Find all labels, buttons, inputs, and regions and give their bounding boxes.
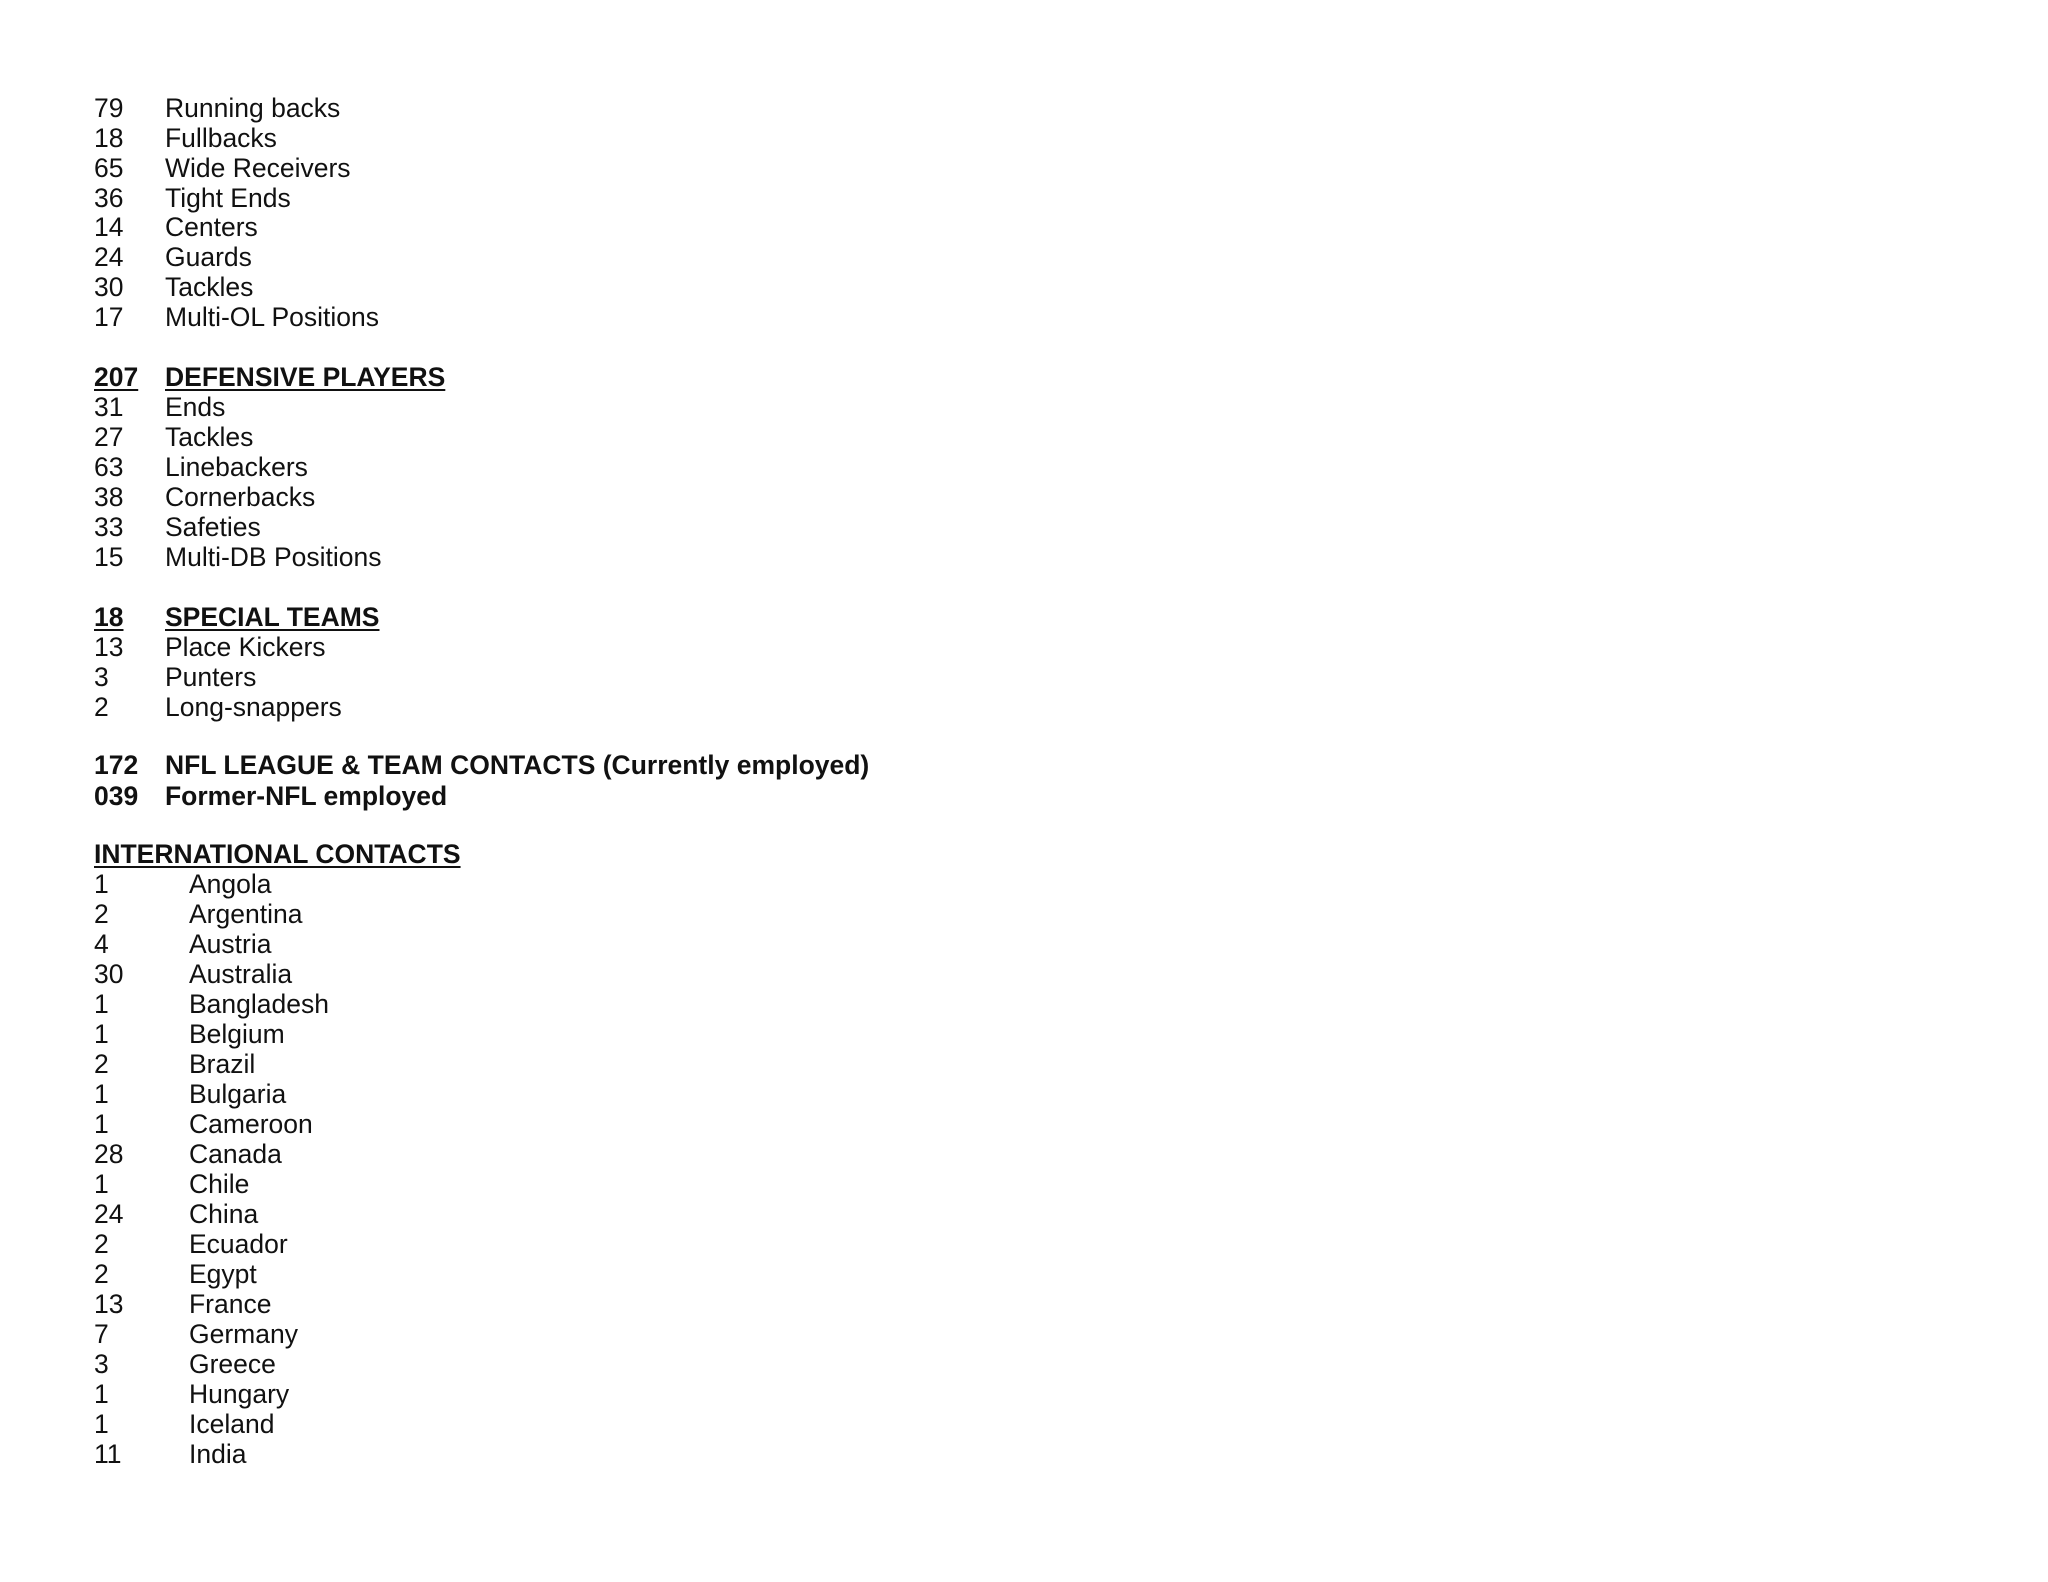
country-label: Ecuador bbox=[189, 1229, 288, 1259]
position-label: Long-snappers bbox=[165, 692, 342, 722]
country-label: Germany bbox=[189, 1319, 298, 1349]
contact-label: NFL LEAGUE & TEAM CONTACTS (Currently employed) bbox=[165, 750, 870, 780]
position-count: 33 bbox=[94, 512, 124, 542]
position-label: Multi-DB Positions bbox=[165, 542, 382, 572]
country-label: Angola bbox=[189, 869, 272, 899]
position-count: 36 bbox=[94, 183, 124, 213]
position-count: 31 bbox=[94, 392, 124, 422]
defensive-heading-label: DEFENSIVE PLAYERS bbox=[165, 362, 446, 392]
country-label: India bbox=[189, 1439, 247, 1469]
country-label: Greece bbox=[189, 1349, 276, 1379]
position-label: Tight Ends bbox=[165, 183, 291, 213]
country-count: 28 bbox=[94, 1139, 124, 1169]
position-label: Linebackers bbox=[165, 452, 308, 482]
position-label: Place Kickers bbox=[165, 632, 326, 662]
country-label: Argentina bbox=[189, 899, 303, 929]
country-label: Bulgaria bbox=[189, 1079, 287, 1109]
country-count: 2 bbox=[94, 899, 109, 929]
position-label: Cornerbacks bbox=[165, 482, 316, 512]
position-label: Multi-OL Positions bbox=[165, 302, 380, 332]
country-count: 7 bbox=[94, 1319, 109, 1349]
position-count: 15 bbox=[94, 542, 124, 572]
country-count: 1 bbox=[94, 1109, 109, 1139]
special-teams-heading-label: SPECIAL TEAMS bbox=[165, 602, 380, 632]
position-label: Safeties bbox=[165, 512, 261, 542]
country-count: 1 bbox=[94, 1379, 109, 1409]
special-teams-total-count: 18 bbox=[94, 602, 124, 632]
country-label: Australia bbox=[189, 959, 293, 989]
country-count: 30 bbox=[94, 959, 124, 989]
country-label: Egypt bbox=[189, 1259, 257, 1289]
country-count: 3 bbox=[94, 1349, 109, 1379]
country-count: 1 bbox=[94, 1409, 109, 1439]
position-count: 17 bbox=[94, 302, 124, 332]
country-count: 1 bbox=[94, 1019, 109, 1049]
position-label: Fullbacks bbox=[165, 123, 277, 153]
special-teams-heading bbox=[94, 602, 379, 632]
country-count: 4 bbox=[94, 929, 109, 959]
defensive-players-heading bbox=[94, 362, 445, 392]
defensive-total-count: 207 bbox=[94, 362, 139, 392]
country-count: 2 bbox=[94, 1229, 109, 1259]
international-heading-label: INTERNATIONAL CONTACTS bbox=[94, 839, 461, 869]
contact-label: Former-NFL employed bbox=[165, 781, 448, 811]
position-count: 14 bbox=[94, 212, 124, 242]
position-label: Tackles bbox=[165, 422, 254, 452]
contact-count: 039 bbox=[94, 781, 139, 811]
country-count: 1 bbox=[94, 1169, 109, 1199]
position-count: 65 bbox=[94, 153, 124, 183]
position-label: Punters bbox=[165, 662, 257, 692]
contact-count: 172 bbox=[94, 750, 139, 780]
country-label: France bbox=[189, 1289, 272, 1319]
position-label: Tackles bbox=[165, 272, 254, 302]
country-count: 1 bbox=[94, 989, 109, 1019]
position-count: 27 bbox=[94, 422, 124, 452]
country-count: 24 bbox=[94, 1199, 124, 1229]
position-count: 13 bbox=[94, 632, 124, 662]
country-label: China bbox=[189, 1199, 259, 1229]
position-count: 30 bbox=[94, 272, 124, 302]
country-count: 1 bbox=[94, 869, 109, 899]
position-label: Wide Receivers bbox=[165, 153, 351, 183]
position-label: Centers bbox=[165, 212, 258, 242]
country-count: 11 bbox=[94, 1439, 122, 1469]
position-count: 2 bbox=[94, 692, 109, 722]
country-label: Brazil bbox=[189, 1049, 256, 1079]
country-label: Canada bbox=[189, 1139, 282, 1169]
country-count: 2 bbox=[94, 1049, 109, 1079]
country-label: Cameroon bbox=[189, 1109, 313, 1139]
position-count: 24 bbox=[94, 242, 124, 272]
position-label: Ends bbox=[165, 392, 226, 422]
position-count: 18 bbox=[94, 123, 124, 153]
position-label: Running backs bbox=[165, 93, 341, 123]
country-label: Austria bbox=[189, 929, 272, 959]
position-count: 63 bbox=[94, 452, 124, 482]
position-label: Guards bbox=[165, 242, 252, 272]
country-count: 2 bbox=[94, 1259, 109, 1289]
international-contacts-heading bbox=[94, 839, 461, 869]
position-count: 3 bbox=[94, 662, 109, 692]
country-label: Belgium bbox=[189, 1019, 285, 1049]
country-count: 1 bbox=[94, 1079, 109, 1109]
position-count: 38 bbox=[94, 482, 124, 512]
position-count: 79 bbox=[94, 93, 124, 123]
country-label: Hungary bbox=[189, 1379, 290, 1409]
country-label: Chile bbox=[189, 1169, 250, 1199]
country-label: Iceland bbox=[189, 1409, 275, 1439]
country-count: 13 bbox=[94, 1289, 124, 1319]
country-label: Bangladesh bbox=[189, 989, 329, 1019]
